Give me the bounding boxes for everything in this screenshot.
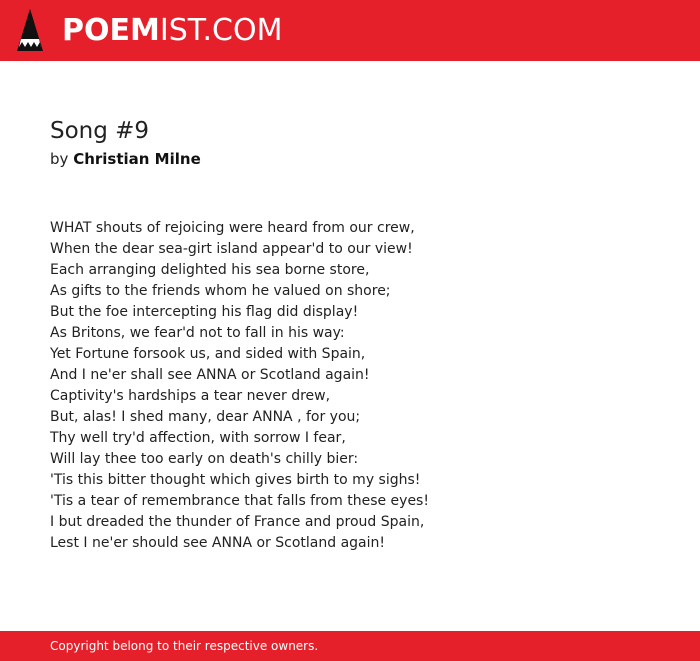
logo-text-bold: POEM [62, 13, 160, 48]
copyright-text: Copyright belong to their respective owners. [50, 639, 319, 653]
poem-line: As Britons, we fear'd not to fall in his way: [50, 325, 345, 341]
byline [50, 148, 201, 170]
poem-line: But, alas! I shed many, dear ANNA , for you; [50, 409, 361, 425]
poem-line: Lest I ne'er should see ANNA or Scotland again! [50, 535, 385, 551]
poem-body [50, 218, 670, 554]
site-logo[interactable] [62, 12, 282, 50]
by-label: by [50, 150, 69, 168]
poem-line: Yet Fortune forsook us, and sided with Spain, [50, 346, 366, 362]
site-footer [0, 631, 700, 661]
pencil-tip-icon[interactable] [16, 9, 44, 53]
poem-line: Each arranging delighted his sea borne store, [50, 262, 370, 278]
poem-line: I but dreaded the thunder of France and proud Spain, [50, 514, 425, 530]
poem-line: But the foe intercepting his flag did display! [50, 304, 359, 320]
author-name: Christian Milne [73, 150, 201, 168]
poem-line: Thy well try'd affection, with sorrow I fear, [50, 430, 346, 446]
poem-line: Will lay thee too early on death's chilly bier: [50, 451, 359, 467]
poem-line: As gifts to the friends whom he valued on shore; [50, 283, 391, 299]
poem-line: When the dear sea-girt island appear'd to our view! [50, 241, 413, 257]
logo-text-light: IST.COM [159, 13, 283, 48]
poem-line: WHAT shouts of rejoicing were heard from our crew, [50, 220, 415, 236]
poem-line: Captivity's hardships a tear never drew, [50, 388, 331, 404]
site-header [0, 0, 700, 61]
poem-line: 'Tis this bitter thought which gives birth to my sighs! [50, 472, 421, 488]
poem-title: Song #9 [50, 118, 150, 144]
poem-line: And I ne'er shall see ANNA or Scotland again! [50, 367, 370, 383]
poem-line: 'Tis a tear of remembrance that falls from these eyes! [50, 493, 429, 509]
